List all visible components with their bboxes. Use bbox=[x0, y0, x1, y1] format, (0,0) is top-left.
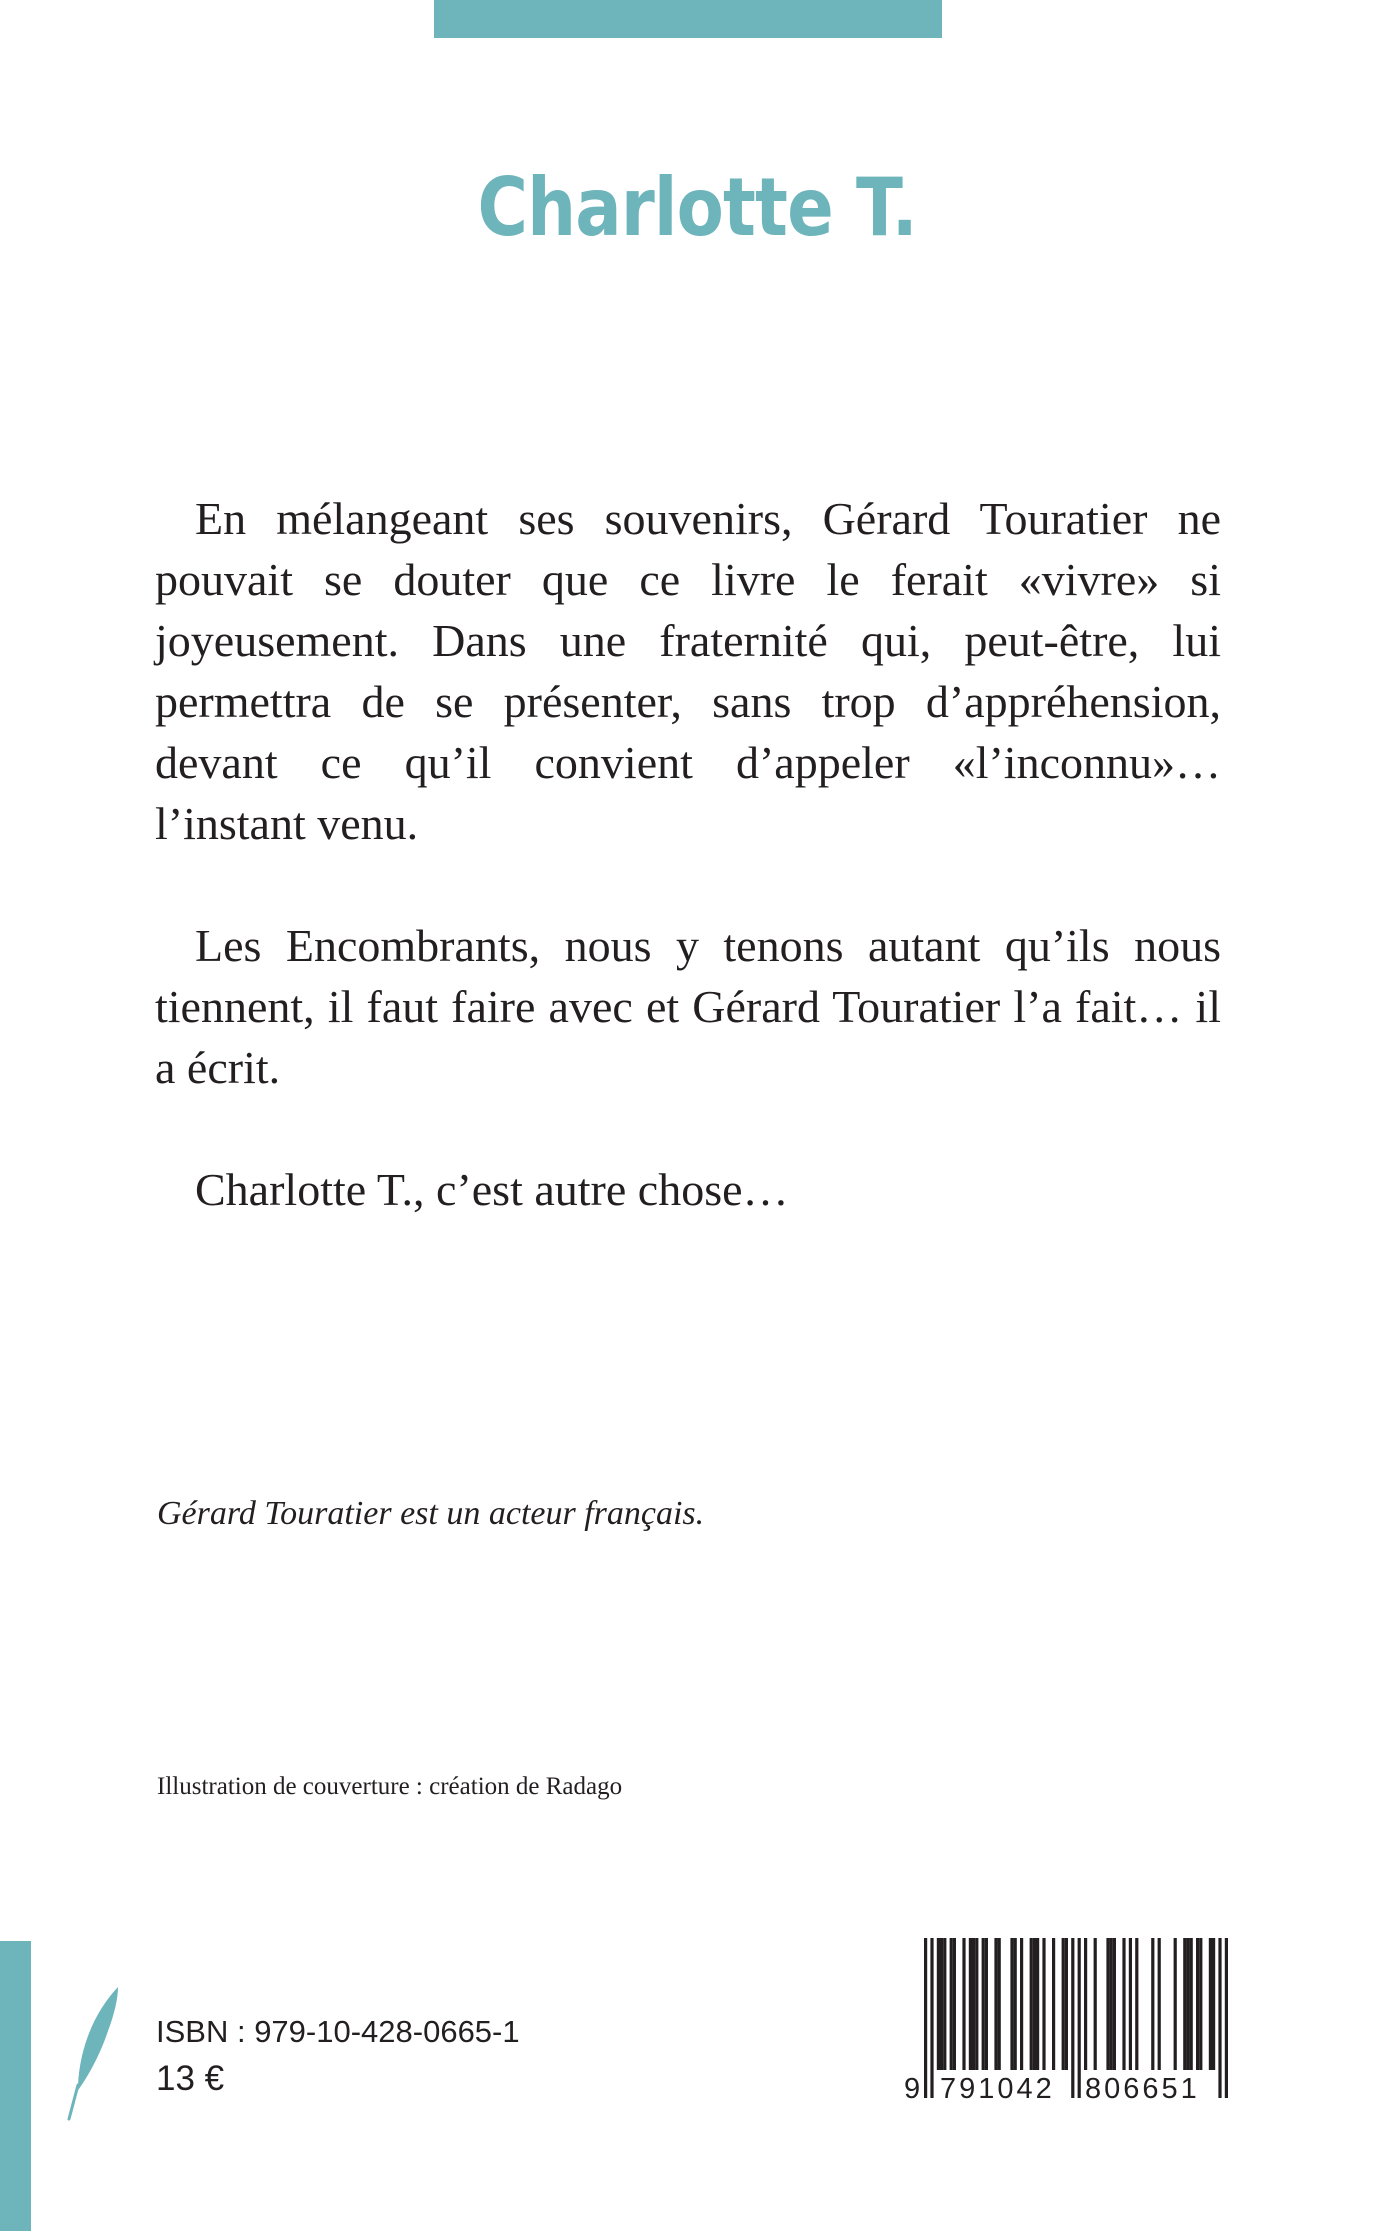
barcode-bar bbox=[1078, 1938, 1081, 2098]
barcode-bar bbox=[1062, 1938, 1065, 2070]
barcode-bar bbox=[940, 1938, 943, 2070]
barcode-bar bbox=[962, 1938, 965, 2070]
barcode-bar bbox=[1186, 1938, 1189, 2070]
top-accent-bar bbox=[434, 0, 942, 38]
barcode-bar bbox=[1183, 1938, 1186, 2070]
illustration-credit: Illustration de couverture : création de Radago bbox=[157, 1773, 623, 1800]
barcode-bar bbox=[1209, 1938, 1212, 2070]
isbn-number: ISBN : 979-10-428-0665-1 bbox=[156, 2014, 520, 2049]
barcode-first-digit: 9 bbox=[904, 2073, 921, 2105]
barcode-bar bbox=[1036, 1938, 1039, 2070]
book-title: Charlotte T. bbox=[477, 161, 917, 254]
barcode-bar bbox=[1225, 1938, 1228, 2098]
barcode-bar bbox=[1122, 1938, 1125, 2070]
barcode-bar bbox=[943, 1938, 946, 2070]
barcode-bar bbox=[953, 1938, 956, 2070]
barcode-bar bbox=[950, 1938, 953, 2070]
barcode-bar bbox=[1030, 1938, 1033, 2070]
barcode-bar bbox=[1212, 1938, 1215, 2070]
barcode-bar bbox=[1158, 1938, 1161, 2070]
barcode-bar bbox=[1052, 1938, 1055, 2070]
barcode-bar bbox=[1071, 1938, 1074, 2098]
barcode-bar bbox=[1218, 1938, 1221, 2098]
back-cover-blurb bbox=[155, 488, 1221, 1220]
barcode-bar bbox=[1174, 1938, 1177, 2070]
barcode-bar bbox=[972, 1938, 975, 2070]
barcode-bar bbox=[1094, 1938, 1097, 2070]
price: 13 € bbox=[156, 2059, 225, 2098]
barcode-bar bbox=[994, 1938, 997, 2070]
barcode-bar bbox=[1033, 1938, 1036, 2070]
barcode-bar bbox=[1151, 1938, 1154, 2070]
barcode-bar bbox=[1084, 1938, 1087, 2070]
barcode-bar bbox=[1110, 1938, 1113, 2070]
barcode-bar bbox=[930, 1938, 933, 2098]
blurb-paragraph: Les Encombrants, nous y tenons autant qu’ils nous tiennent, il faut faire avec et Gérard Touratier l’a fait… il a écrit. bbox=[155, 920, 1221, 1093]
barcode-bar bbox=[1199, 1938, 1202, 2070]
barcode-bar bbox=[1010, 1938, 1013, 2070]
barcode-bar bbox=[1196, 1938, 1199, 2070]
barcode-bar bbox=[1020, 1938, 1023, 2070]
barcode-right-digits: 806651 bbox=[1085, 2073, 1200, 2105]
barcode-bar bbox=[1065, 1938, 1068, 2070]
barcode-bar bbox=[1014, 1938, 1017, 2070]
barcode-bar bbox=[975, 1938, 978, 2070]
barcode-bar bbox=[969, 1938, 972, 2070]
barcode-bar bbox=[985, 1938, 988, 2070]
barcode-bar bbox=[1106, 1938, 1109, 2070]
barcode-bar bbox=[924, 1938, 927, 2098]
blurb-paragraph: En mélangeant ses souvenirs, Gérard Touratier ne pouvait se douter que ce livre le ferait «vivre» si joyeusement. Dans une fraternité qui, peut-être, lui permettra de se présenter, sans trop d’appréhension, devant ce qu’il convient d’appeler «l’inconnu»… l’instant venu. bbox=[155, 493, 1221, 849]
barcode-bar bbox=[1129, 1938, 1132, 2070]
barcode-bar bbox=[1042, 1938, 1045, 2070]
barcode-bar bbox=[1113, 1938, 1116, 2070]
feather-icon bbox=[66, 1985, 122, 2125]
author-note: Gérard Touratier est un acteur français. bbox=[157, 1495, 705, 1532]
barcode-bar bbox=[982, 1938, 985, 2070]
barcode-bar bbox=[1135, 1938, 1138, 2070]
barcode-bar bbox=[937, 1938, 940, 2070]
barcode-bar bbox=[998, 1938, 1001, 2070]
barcode-left-digits: 791042 bbox=[940, 2073, 1055, 2105]
barcode-bar bbox=[1190, 1938, 1193, 2070]
side-accent-bar bbox=[0, 1941, 31, 2231]
blurb-paragraph: Charlotte T., c’est autre chose… bbox=[195, 1164, 789, 1215]
